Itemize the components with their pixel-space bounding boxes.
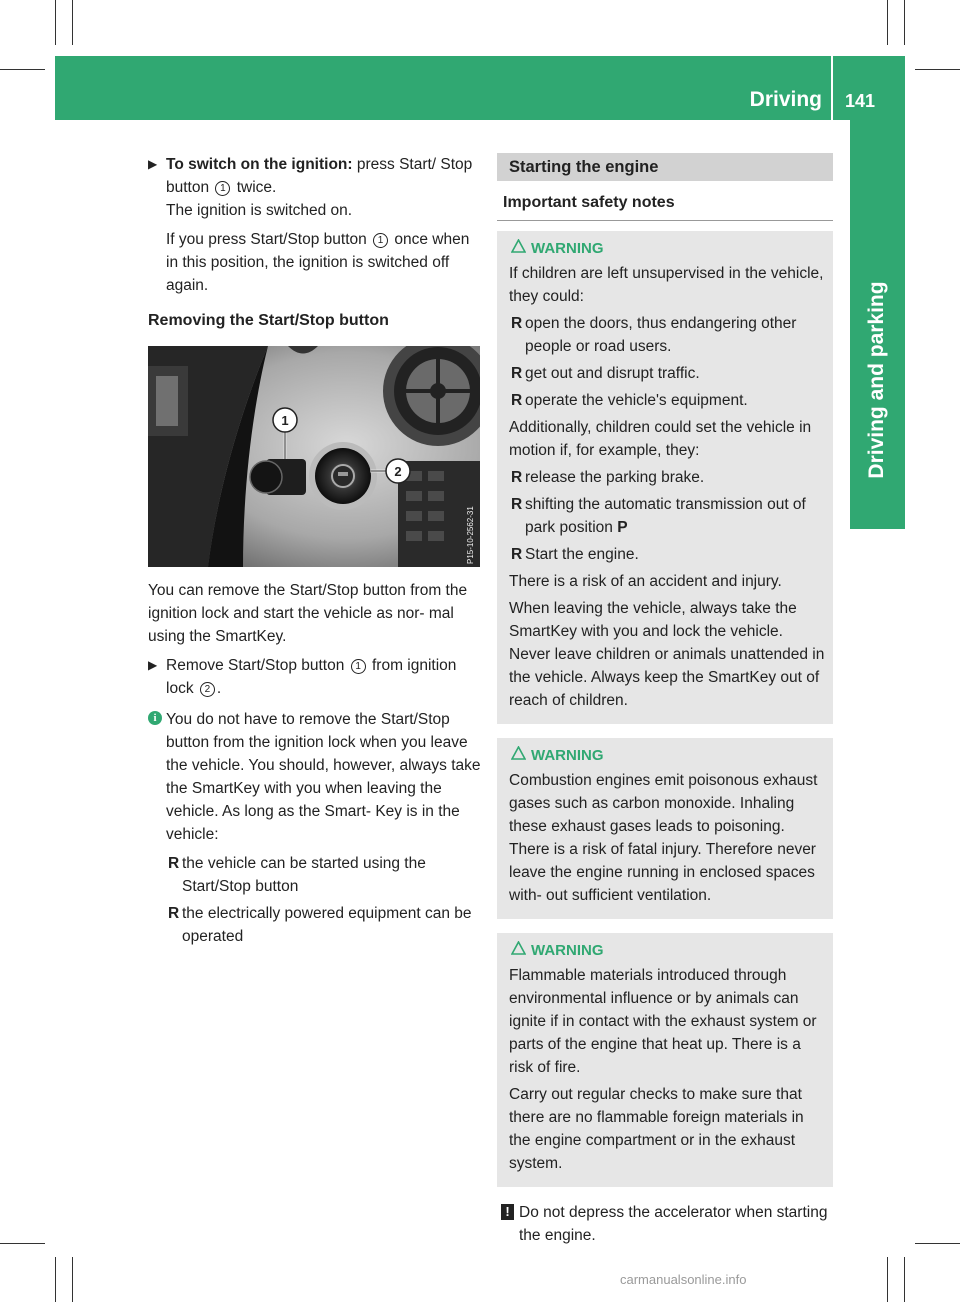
warning-text: Combustion engines emit poisonous exhaust gases such as carbon monoxide. Inhaling these exhaust gases leads to poisoning. There is a risk of fatal injury. Therefore never leave the engine running in enclosed spaces with- out sufficient ventilation.: [509, 772, 818, 904]
header-separator: [831, 56, 833, 120]
right-column: [497, 153, 833, 1247]
crop-mark: [72, 0, 73, 45]
instruction-step: [148, 153, 482, 222]
callout-number: 1: [351, 659, 366, 674]
crop-mark: [887, 0, 888, 45]
crop-mark: [904, 0, 905, 45]
list-item: [166, 902, 482, 948]
crop-mark: [55, 0, 56, 45]
step-text: twice.: [236, 179, 277, 196]
step-text: .: [216, 680, 222, 697]
bullet-icon: R: [511, 546, 523, 563]
side-tab-label: Driving and parking: [865, 281, 888, 479]
warning-icon: [511, 746, 526, 760]
crop-mark: [72, 1257, 73, 1302]
warning-box: [497, 933, 833, 1187]
paragraph: You can remove the Start/Stop button from the ignition lock and start the vehicle as nor- mal using the SmartKey.: [148, 582, 468, 645]
list-item: [509, 312, 825, 358]
list-item: [509, 493, 825, 539]
step-text: Remove Start/Stop button: [166, 657, 345, 674]
exclamation-icon: !: [501, 1204, 514, 1220]
list-item-text: operate the vehicle's equipment.: [525, 392, 748, 409]
bullet-icon: R: [168, 855, 180, 872]
warning-box: [497, 231, 833, 724]
warning-title: [509, 939, 825, 962]
list-item: [509, 362, 825, 385]
warning-text: Carry out regular checks to make sure that there are no flammable foreign materials in the engine compartment or in the exhaust system.: [509, 1086, 804, 1172]
warning-text: If children are left unsupervised in the vehicle, they could:: [509, 265, 824, 305]
crop-mark: [904, 1257, 905, 1302]
paragraph: [148, 228, 482, 297]
list-item: [509, 389, 825, 412]
bullet-icon: R: [511, 365, 523, 382]
crop-mark: [0, 1243, 45, 1244]
heading-removing: Removing the Start/Stop button: [148, 312, 389, 329]
callout-number: 2: [200, 682, 215, 697]
list-item-text: release the parking brake.: [525, 469, 705, 486]
warning-icon: [511, 239, 526, 253]
callout-number: 1: [373, 233, 388, 248]
warning-title: [509, 744, 825, 767]
warning-text: Flammable materials introduced through environmental influence or by animals can ignite if in contact with the exhaust system or parts of the engine that heat up. There is a risk of fire.: [509, 967, 817, 1076]
sub-heading: Important safety notes: [497, 181, 833, 221]
crop-mark: [915, 69, 960, 70]
photo-callout-1: 1: [281, 413, 289, 428]
arrow-icon: ▶: [148, 157, 158, 171]
warning-label: WARNING: [531, 942, 604, 959]
crop-mark: [55, 1257, 56, 1302]
bullet-icon: R: [511, 496, 523, 513]
info-text: You do not have to remove the Start/Stop button from the ignition lock when you leave the vehicle. You should, however, always take the SmartKey with you when leaving the vehicle. As long as the Smart- Key is in the vehicle:: [166, 711, 481, 843]
info-icon: i: [148, 711, 162, 725]
warning-label: WARNING: [531, 747, 604, 764]
callout-number: 1: [215, 181, 230, 196]
warning-label: WARNING: [531, 240, 604, 257]
photo-callout-2: 2: [394, 464, 402, 479]
warning-icon: [511, 941, 526, 955]
warning-text: Additionally, children could set the vehicle in motion if, for example, they:: [509, 419, 812, 459]
ignition-photo: [148, 346, 480, 567]
list-item-text: the vehicle can be started using the Start/Stop button: [182, 855, 426, 895]
watermark: carmanualsonline.info: [620, 1272, 747, 1287]
section-heading: Starting the engine: [497, 153, 833, 181]
note-text: Do not depress the accelerator when starting the engine.: [519, 1204, 828, 1244]
bullet-icon: R: [511, 392, 523, 409]
park-position-label: P: [617, 519, 628, 536]
text: once when in this position, the ignition is switched off again.: [166, 231, 470, 294]
photo-code: P15-10-2562-31: [466, 506, 475, 564]
bullet-icon: R: [511, 469, 523, 486]
section-title: Driving: [749, 88, 822, 111]
list-item: [509, 466, 825, 489]
list-item-text: the electrically powered equipment can be operated: [182, 905, 472, 945]
list-item-text: get out and disrupt traffic.: [525, 365, 700, 382]
step-text: from ignition lock: [166, 657, 457, 697]
page-number: 141: [845, 91, 876, 111]
text: If you press Start/Stop button: [166, 231, 367, 248]
bullet-icon: R: [511, 315, 523, 332]
warning-text: When leaving the vehicle, always take the SmartKey with you and lock the vehicle. Never leave children or animals unattended in the vehicle. Always keep the SmartKey out of reach of children.: [509, 600, 825, 709]
caution-note: [497, 1201, 833, 1247]
step-label: To switch on the ignition:: [166, 156, 353, 173]
info-note: [148, 708, 482, 948]
list-item: [509, 543, 825, 566]
arrow-icon: ▶: [148, 658, 158, 672]
list-item-text: shifting the automatic transmission out of park position: [525, 496, 806, 536]
step-result: The ignition is switched on.: [166, 202, 353, 219]
list-item-text: Start the engine.: [525, 546, 639, 563]
crop-mark: [0, 69, 45, 70]
instruction-step: [148, 654, 482, 700]
left-column: [148, 153, 482, 952]
warning-title: [509, 237, 825, 260]
list-item: [166, 852, 482, 898]
crop-mark: [915, 1243, 960, 1244]
list-item-text: open the doors, thus endangering other people or road users.: [525, 315, 797, 355]
warning-text: There is a risk of an accident and injury.: [509, 573, 782, 590]
crop-mark: [887, 1257, 888, 1302]
step-text: press Start/ Stop button: [166, 156, 473, 196]
bullet-icon: R: [168, 905, 180, 922]
warning-box: [497, 738, 833, 919]
